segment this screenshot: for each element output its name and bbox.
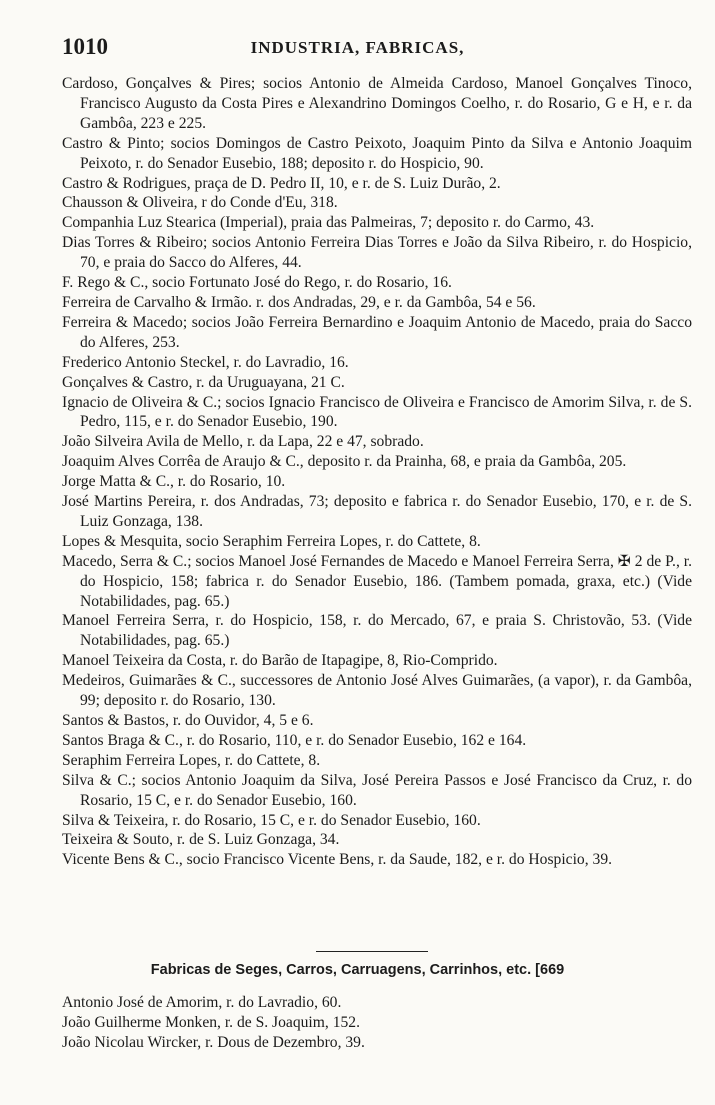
directory-entry: José Martins Pereira, r. dos Andradas, 73; deposito e fabrica r. do Senador Eusebio, 170, e r. de S. Luiz Gonzaga, 138.: [62, 493, 692, 530]
directory-entry: Cardoso, Gonçalves & Pires; socios Antonio de Almeida Cardoso, Manoel Gonçalves Tinoco, Francisco Augusto da Costa Pires e Alexandrino Domingos Coelho, r. do Rosario, G e H, e r. da Gambôa, 223 e 225.: [62, 75, 692, 132]
page-number: 1010: [62, 34, 108, 59]
directory-entry: Joaquim Alves Corrêa de Araujo & C., deposito r. da Prainha, 68, e praia da Gambôa, 205.: [62, 453, 627, 471]
directory-entry: Lopes & Mesquita, socio Seraphim Ferreira Lopes, r. do Cattete, 8.: [62, 532, 481, 550]
page-header: [0, 34, 715, 62]
directory-entry: Seraphim Ferreira Lopes, r. do Cattete, 8.: [62, 751, 321, 769]
directory-entry: Santos & Bastos, r. do Ouvidor, 4, 5 e 6.: [62, 712, 314, 729]
directory-entry: Dias Torres & Ribeiro; socios Antonio Ferreira Dias Torres e João da Silva Ribeiro, r. do Hospicio, 70, e praia do Sacco do Alferes, 44.: [62, 234, 692, 272]
running-head: INDUSTRIA, FABRICAS,: [250, 38, 465, 57]
directory-entry: Jorge Matta & C., r. do Rosario, 10.: [62, 473, 286, 491]
directory-entry: Ferreira de Carvalho & Irmão. r. dos Andradas, 29, e r. da Gambôa, 54 e 56.: [62, 293, 536, 311]
directory-entry: Frederico Antonio Steckel, r. do Lavradio, 16.: [62, 353, 349, 371]
directory-entry: João Guilherme Monken, r. de S. Joaquim, 152.: [62, 1014, 360, 1031]
section-divider: [316, 951, 428, 952]
directory-entry: Silva & C.; socios Antonio Joaquim da Silva, José Pereira Passos e José Francisco da Cruz, r. do Rosario, 15 C, e r. do Senador Eusebio, 160.: [62, 771, 692, 809]
directory-entry: Gonçalves & Castro, r. da Uruguayana, 21 C.: [62, 373, 345, 391]
directory-entry: Manoel Teixeira da Costa, r. do Barão de Itapagipe, 8, Rio-Comprido.: [62, 652, 498, 670]
directory-entry: Silva & Teixeira, r. do Rosario, 15 C, e r. do Senador Eusebio, 160.: [62, 811, 481, 829]
section-entries-list: [62, 993, 692, 1053]
directory-entry: Castro & Rodrigues, praça de D. Pedro II, 10, e r. de S. Luiz Durão, 2.: [62, 174, 501, 192]
directory-entry: Macedo, Serra & C.; socios Manoel José Fernandes de Macedo e Manoel Ferreira Serra, ✠ 2 de P., r. do Hospicio, 158; fabrica r. do Senador Eusebio, 186. (Tambem pomada, graxa, etc.) (Vide Notabilidades, pag. 65.): [62, 552, 692, 610]
directory-entry: Companhia Luz Stearica (Imperial), praia das Palmeiras, 7; deposito r. do Carmo, 43.: [62, 214, 595, 232]
directory-entry: Antonio José de Amorim, r. do Lavradio, 60.: [62, 994, 342, 1011]
directory-entry: João Silveira Avila de Mello, r. da Lapa, 22 e 47, sobrado.: [62, 433, 424, 451]
directory-entry: F. Rego & C., socio Fortunato José do Rego, r. do Rosario, 16.: [62, 274, 452, 292]
directory-entry: Manoel Ferreira Serra, r. do Hospicio, 158, r. do Mercado, 67, e praia S. Christovão, 53. (Vide Notabilidades, pag. 65.): [62, 612, 692, 650]
section-heading: Fabricas de Seges, Carros, Carruagens, Carrinhos, etc. [669: [150, 962, 565, 978]
directory-entry: Ignacio de Oliveira & C.; socios Ignacio Francisco de Oliveira e Francisco de Amorim Silva, r. de S. Pedro, 115, e r. do Senador Eusebio, 190.: [62, 393, 692, 431]
directory-entry: Medeiros, Guimarães & C., successores de Antonio José Alves Guimarães, (a vapor), r. da Gambôa, 99; deposito r. do Rosario, 130.: [62, 672, 692, 710]
directory-entry: Teixeira & Souto, r. de S. Luiz Gonzaga, 34.: [62, 831, 340, 849]
entries-list: [62, 74, 692, 870]
directory-entry: Ferreira & Macedo; socios João Ferreira Bernardino e Joaquim Antonio de Macedo, praia do Sacco do Alferes, 253.: [62, 313, 692, 351]
directory-entry: João Nicolau Wircker, r. Dous de Dezembro, 39.: [62, 1034, 365, 1051]
directory-entry: Vicente Bens & C., socio Francisco Vicente Bens, r. da Saude, 182, e r. do Hospicio, 39.: [62, 851, 613, 869]
directory-entry: Castro & Pinto; socios Domingos de Castro Peixoto, Joaquim Pinto da Silva e Antonio Joaquim Peixoto, r. do Senador Eusebio, 188; deposito r. do Hospicio, 90.: [62, 134, 692, 172]
directory-entry: Santos Braga & C., r. do Rosario, 110, e r. do Senador Eusebio, 162 e 164.: [62, 731, 527, 749]
directory-entry: Chausson & Oliveira, r do Conde d'Eu, 318.: [62, 194, 338, 212]
